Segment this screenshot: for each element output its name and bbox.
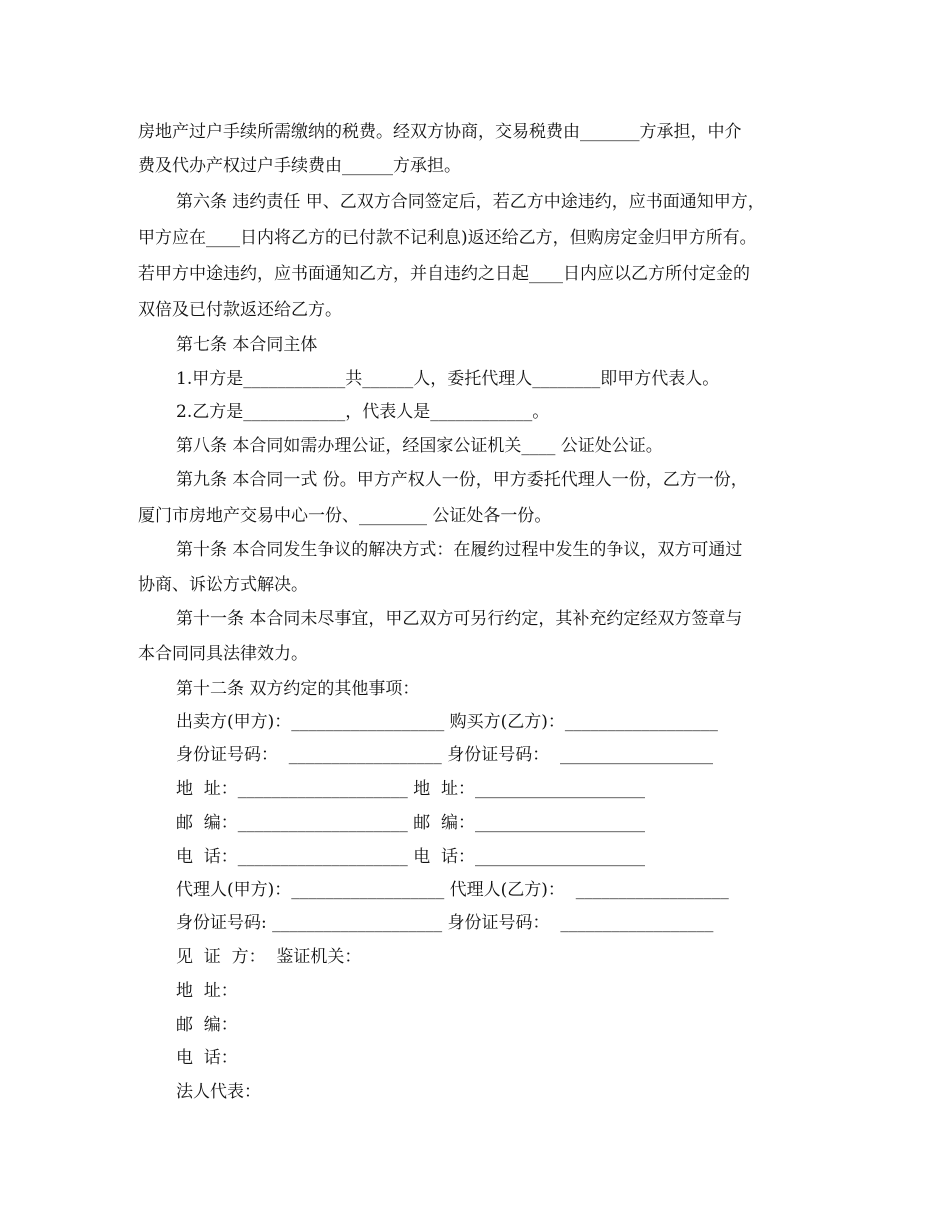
paragraph-line: 本合同同具法律效力。 — [138, 644, 308, 664]
paragraph-line: 甲方应在____日内将乙方的已付款不记利息)返还给乙方，但购房定金归甲方所有。 — [138, 228, 757, 248]
witness-zip: 邮 编： — [176, 1015, 238, 1035]
article-6-heading-line: 第六条 违约责任 甲、乙双方合同签定后，若乙方中途违约，应书面通知甲方， — [176, 192, 765, 212]
agent-fields: 代理人(甲方)：__________________ 代理人(乙方)： __________________ — [176, 880, 729, 900]
party-a-clause: 1.甲方是____________共______人，委托代理人________即甲方代表人。 — [176, 369, 720, 389]
zip-fields: 邮 编：____________________ 邮 编：____________________ — [176, 813, 646, 833]
paragraph-line: 双倍及已付款返还给乙方。 — [138, 300, 342, 320]
paragraph-line: 房地产过户手续所需缴纳的税费。经双方协商，交易税费由_______方承担，中介 — [138, 122, 742, 142]
party-b-clause: 2.乙方是____________，代表人是____________。 — [176, 402, 550, 422]
article-8: 第八条 本合同如需办理公证，经国家公证机关____ 公证处公证。 — [176, 436, 663, 456]
article-7-title: 第七条 本合同主体 — [176, 335, 318, 355]
phone-fields: 电 话：____________________ 电 话：____________________ — [176, 847, 646, 867]
article-12-title: 第十二条 双方约定的其他事项： — [176, 679, 420, 699]
seller-buyer-fields: 出卖方(甲方)：__________________ 购买方(乙方)：__________________ — [176, 712, 718, 732]
witness-line: 见 证 方： 鉴证机关： — [176, 947, 362, 967]
legal-representative: 法人代表： — [176, 1082, 261, 1102]
article-10-line: 第十条 本合同发生争议的解决方式：在履约过程中发生的争议，双方可通过 — [176, 540, 743, 560]
id-number-fields: 身份证号码： __________________ 身份证号码： __________________ — [176, 745, 714, 765]
paragraph-line: 若甲方中途违约，应书面通知乙方，并自违约之日起____日内应以乙方所付定金的 — [138, 264, 750, 284]
paragraph-line: 协商、诉讼方式解决。 — [138, 575, 308, 595]
address-fields: 地 址：____________________ 地 址：____________________ — [176, 779, 646, 799]
agent-id-fields: 身份证号码: ____________________ 身份证号码： __________________ — [176, 913, 714, 933]
paragraph-line: 厦门市房地产交易中心一份、________ 公证处各一份。 — [138, 506, 552, 526]
article-11-line: 第十一条 本合同未尽事宜，甲乙双方可另行约定，其补充约定经双方签章与 — [176, 609, 743, 629]
article-9-line: 第九条 本合同一式 份。甲方产权人一份，甲方委托代理人一份，乙方一份， — [176, 470, 748, 490]
witness-address: 地 址： — [176, 981, 238, 1001]
paragraph-line: 费及代办产权过户手续费由______方承担。 — [138, 156, 461, 176]
witness-phone: 电 话： — [176, 1048, 238, 1068]
